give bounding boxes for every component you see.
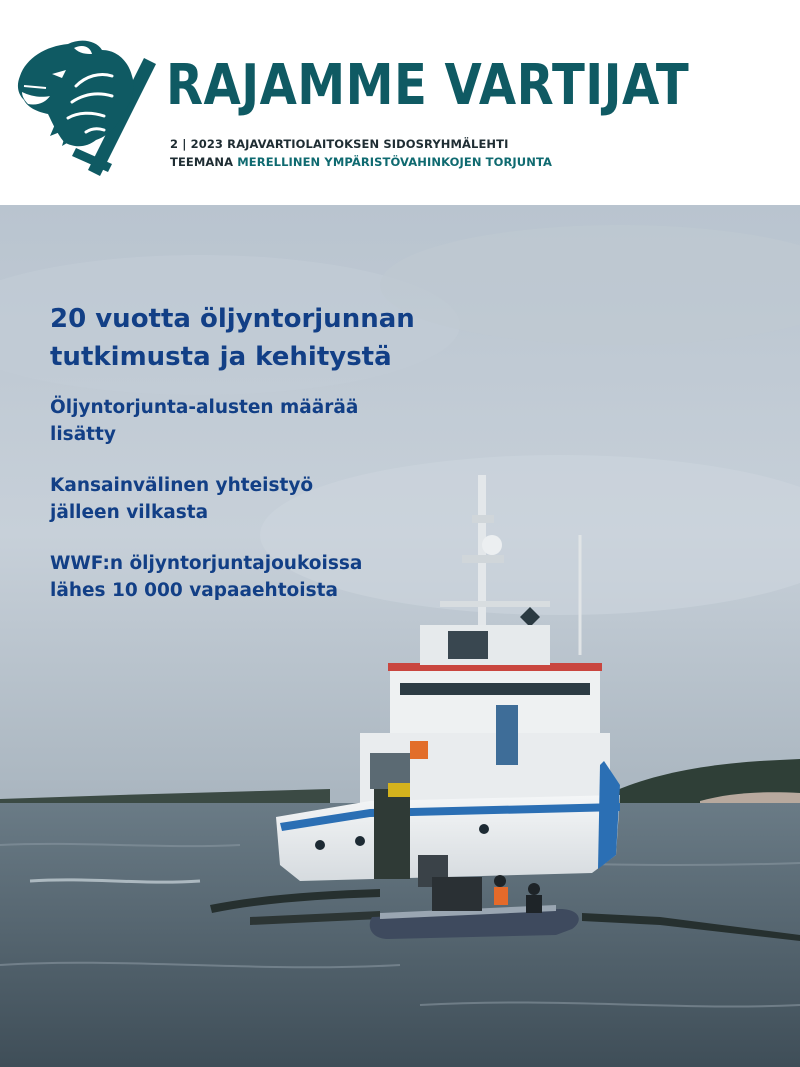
theme-label: TEEMANA bbox=[170, 155, 234, 169]
magazine-title: RAJAMME VARTIJAT bbox=[166, 53, 690, 118]
theme-value: MERELLINEN YMPÄRISTÖVAHINKOJEN TORJUNTA bbox=[237, 155, 553, 169]
bear-emblem-icon bbox=[16, 36, 158, 180]
issue-line: 2 | 2023 RAJAVARTIOLAITOKSEN SIDOSRYHMÄLEHTI bbox=[170, 137, 509, 151]
main-headline[interactable]: 20 vuotta öljyntorjunnan tutkimusta ja kehitystä bbox=[50, 304, 415, 372]
sub-headline-1[interactable]: Öljyntorjunta-alusten määrää lisätty bbox=[50, 397, 359, 445]
theme-line bbox=[170, 155, 552, 169]
sub-headline-2[interactable]: Kansainvälinen yhteistyö jälleen vilkasta bbox=[50, 475, 314, 523]
cover-header bbox=[0, 0, 800, 205]
sub-headline-3[interactable]: WWF:n öljyntorjuntajoukoissa lähes 10 000 vapaaehtoista bbox=[50, 553, 363, 601]
cover-headlines bbox=[50, 300, 510, 628]
